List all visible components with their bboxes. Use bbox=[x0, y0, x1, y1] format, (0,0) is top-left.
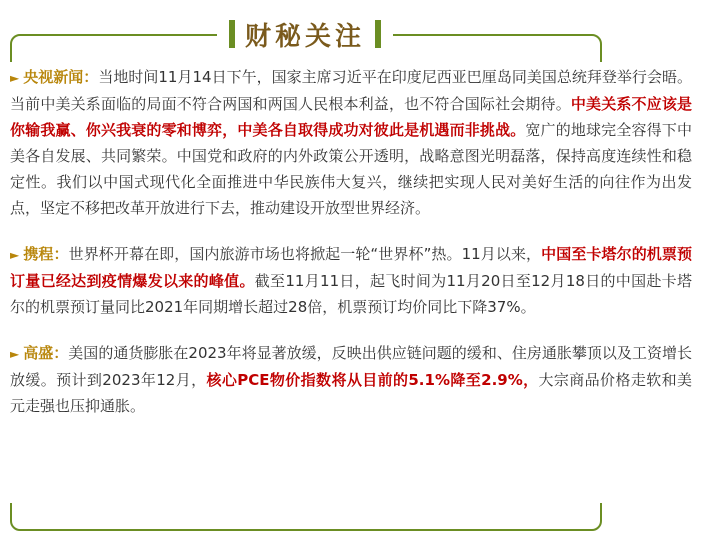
title-block bbox=[217, 14, 393, 54]
arrow-icon: ► bbox=[10, 71, 20, 85]
arrow-icon: ► bbox=[10, 248, 20, 262]
news-item-ctrip bbox=[10, 241, 692, 320]
news-highlight: 中国至卡塔尔的机票预订量已经达到疫情爆发以来的峰值。 bbox=[10, 245, 692, 290]
news-highlight: 核心PCE物价指数将从目前的5.1%降至2.9%， bbox=[206, 371, 539, 389]
news-text: 世界杯开幕在即，国内旅游市场也将掀起一轮“世界杯”热。11月以来， bbox=[68, 245, 542, 263]
news-source: 高盛： bbox=[23, 344, 69, 362]
news-source: 携程： bbox=[23, 245, 69, 263]
article-list bbox=[10, 64, 692, 439]
news-item-goldman bbox=[10, 340, 692, 419]
news-text-continued: 截至11月11日，起飞时间为11月20日至12月18日的中国赴卡塔尔的机票预订量同比2021年同期增长超过28倍，机票预订均价同比下降37%。 bbox=[10, 272, 692, 316]
news-highlight: 中美关系不应该是你输我赢、你兴我衰的零和博弈，中美各自取得成功对彼此是机遇而非挑战。 bbox=[10, 95, 692, 139]
news-text: 当地时间11月14日下午，国家主席习近平在印度尼西亚巴厘岛同美国总统拜登举行会晤。当前中美关系面临的局面不符合两国和两国人民根本利益，也不符合国际社会期待。 bbox=[10, 68, 692, 113]
news-text-continued: 宽广的地球完全容得下中美各自发展、共同繁荣。中国党和政府的内外政策公开透明，战略意图光明磊落，保持高度连续性和稳定性。我们以中国式现代化全面推进中华民族伟大复兴，继续把实现人民对美好生活的向往作为出发点，坚定不移把改革开放进行下去，推动建设开放型世界经济。 bbox=[10, 121, 692, 217]
news-item-cctv bbox=[10, 64, 692, 221]
arrow-icon: ► bbox=[10, 347, 20, 361]
page-title: 财秘关注 bbox=[244, 21, 365, 52]
title-bar-left bbox=[229, 20, 235, 48]
news-text: 美国的通货膨胀在2023年将显著放缓，反映出供应链问题的缓和、住房通胀攀顶以及工资增长放缓。预计到2023年12月， bbox=[10, 344, 692, 389]
news-text-continued: 大宗商品价格走软和美元走强也压抑通胀。 bbox=[10, 371, 692, 415]
news-source: 央视新闻： bbox=[23, 68, 99, 86]
title-bar-right bbox=[375, 20, 381, 48]
